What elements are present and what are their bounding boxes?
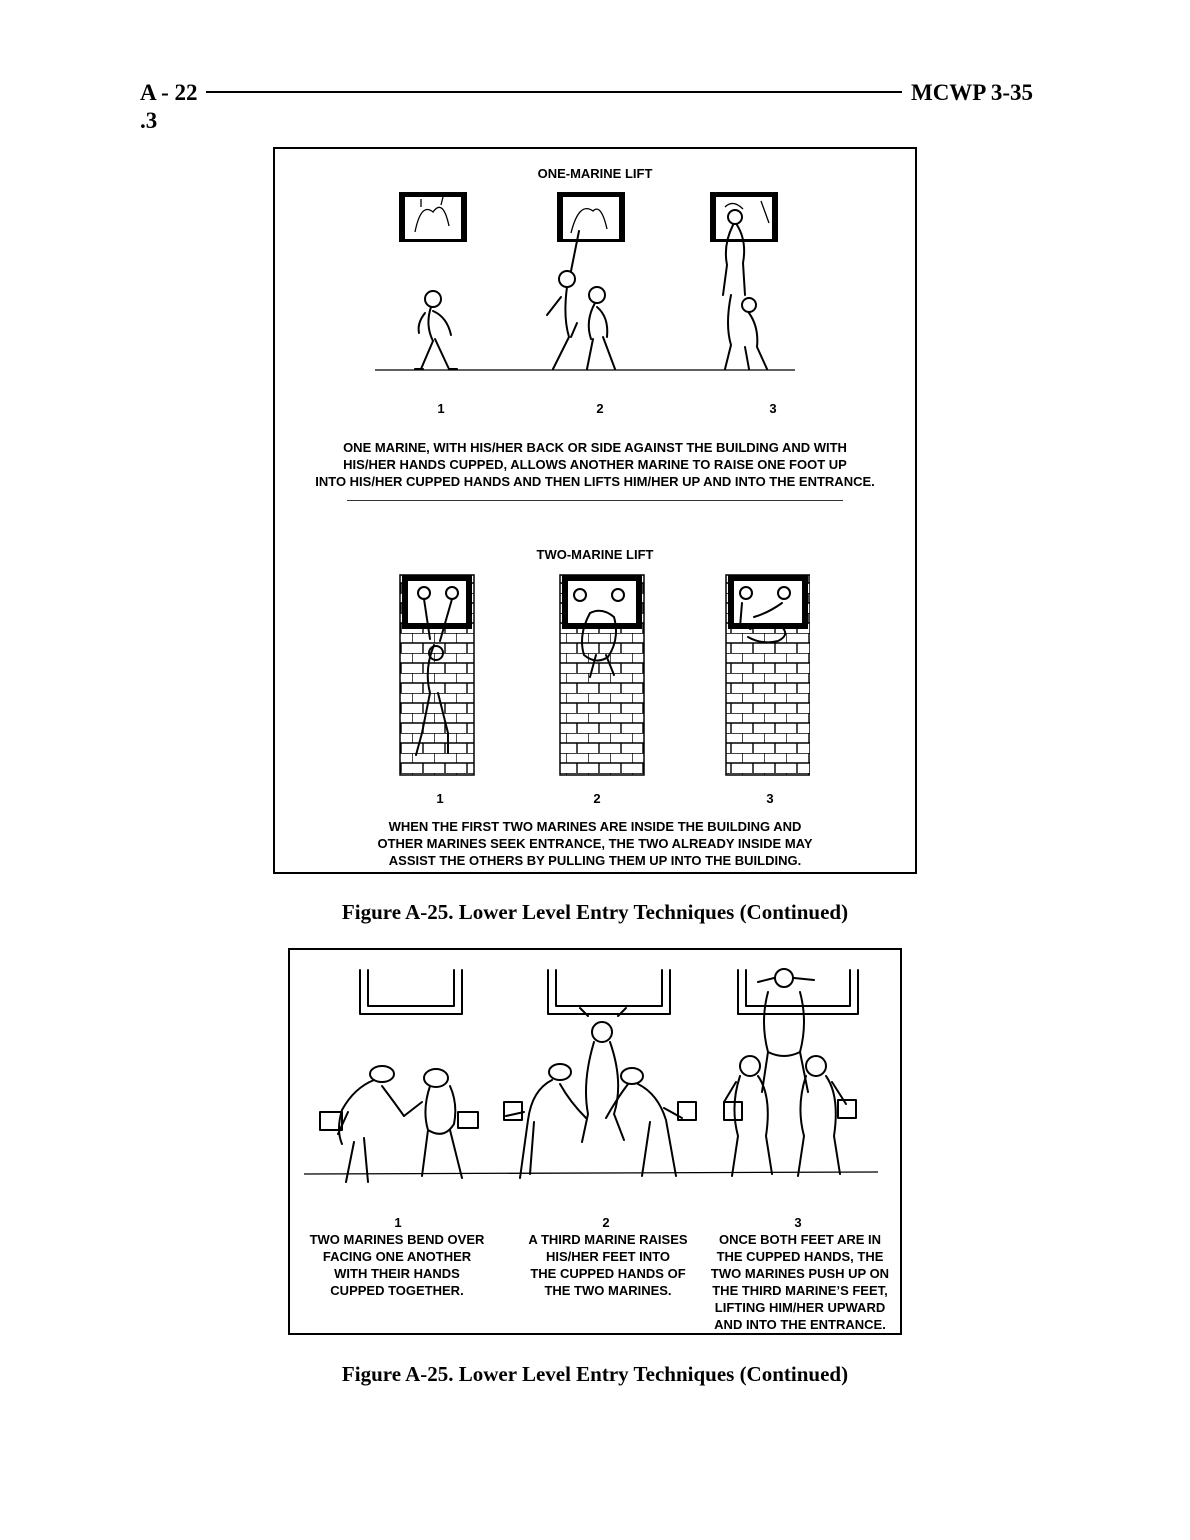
figure-two-step-3-caption	[700, 1231, 900, 1333]
section-divider	[347, 500, 843, 501]
caption-line: THE CUPPED HANDS, THE	[716, 1249, 884, 1264]
figure-two-step-3: 3	[794, 1215, 802, 1230]
marine-figure	[320, 1066, 404, 1182]
publication-id: MCWP 3-35	[910, 80, 1033, 105]
caption-line: TWO MARINES PUSH UP ON	[710, 1266, 890, 1281]
two-marine-lift-illustration	[390, 573, 810, 779]
caption-line: OTHER MARINES SEEK ENTRANCE, THE TWO ALREADY INSIDE MAY	[377, 836, 813, 851]
caption-line: FACING ONE ANOTHER	[322, 1249, 472, 1264]
two-marine-step-3: 3	[766, 791, 774, 806]
brick-wall	[560, 575, 644, 775]
three-marine-lift-illustration	[298, 962, 892, 1212]
one-marine-lift-title: ONE-MARINE LIFT	[537, 166, 653, 181]
caption-line: WHEN THE FIRST TWO MARINES ARE INSIDE THE BUILDING AND	[388, 819, 802, 834]
figure-caption: Figure A-25. Lower Level Entry Techniques (Continued)	[341, 1362, 849, 1386]
window-graphic	[548, 970, 670, 1014]
caption-line: THE CUPPED HANDS OF	[530, 1266, 686, 1281]
page-number: A - 22	[140, 80, 198, 105]
caption-line: A THIRD MARINE RAISES	[528, 1232, 688, 1247]
header-rule	[206, 91, 902, 93]
caption-line: HIS/HER FEET INTO	[546, 1249, 670, 1264]
window-graphic	[710, 192, 778, 242]
one-marine-step-2: 2	[596, 401, 604, 416]
marine-figure	[580, 1008, 626, 1142]
marine-figure	[758, 969, 814, 1092]
caption-line: WITH THEIR HANDS	[334, 1266, 460, 1281]
caption-line: THE TWO MARINES.	[544, 1283, 672, 1298]
page-number-continuation: .3	[140, 108, 158, 133]
marine-figure	[798, 1056, 856, 1176]
window-graphic	[738, 970, 858, 1014]
figure-caption: Figure A-25. Lower Level Entry Techniques (Continued)	[341, 900, 849, 924]
window-graphic	[557, 192, 625, 242]
figure-one-box	[273, 147, 917, 874]
caption-line: ONE MARINE, WITH HIS/HER BACK OR SIDE AGAINST THE BUILDING AND WITH	[343, 440, 847, 455]
figure-two-step-1-caption	[292, 1231, 502, 1299]
figure-two-step-2: 2	[602, 1215, 610, 1230]
caption-line: LIFTING HIM/HER UPWARD	[714, 1300, 886, 1315]
one-marine-lift-illustration	[365, 187, 825, 387]
caption-line: THE THIRD MARINE’S FEET,	[712, 1283, 888, 1298]
one-marine-lift-caption	[275, 439, 915, 490]
caption-line: CUPPED TOGETHER.	[330, 1283, 464, 1298]
marine-figure	[547, 231, 615, 369]
caption-line: INTO HIS/HER CUPPED HANDS AND THEN LIFTS HIM/HER UP AND INTO THE ENTRANCE.	[315, 474, 875, 489]
two-marine-lift-title: TWO-MARINE LIFT	[536, 547, 654, 562]
figure-two-box	[288, 948, 902, 1335]
window-graphic	[360, 970, 462, 1014]
marine-figure	[404, 1069, 478, 1178]
two-marine-step-1: 1	[436, 791, 444, 806]
figure-two-step-1: 1	[394, 1215, 402, 1230]
caption-line: ASSIST THE OTHERS BY PULLING THEM UP INTO THE BUILDING.	[388, 853, 802, 868]
one-marine-step-1: 1	[437, 401, 445, 416]
caption-line: ONCE BOTH FEET ARE IN	[718, 1232, 882, 1247]
caption-line: TWO MARINES BEND OVER	[309, 1232, 485, 1247]
marine-figure	[415, 291, 457, 369]
two-marine-step-2: 2	[593, 791, 601, 806]
page-header	[140, 80, 1033, 133]
caption-line: HIS/HER HANDS CUPPED, ALLOWS ANOTHER MARINE TO RAISE ONE FOOT UP	[343, 457, 847, 472]
marine-figure	[606, 1068, 696, 1176]
figure-two-step-2-caption	[504, 1231, 712, 1299]
one-marine-step-3: 3	[769, 401, 777, 416]
caption-line: AND INTO THE ENTRANCE.	[714, 1317, 886, 1332]
marine-figure	[504, 1064, 586, 1178]
brick-wall	[726, 575, 810, 775]
window-graphic	[399, 192, 467, 242]
brick-wall	[400, 575, 474, 775]
two-marine-lift-caption	[275, 818, 915, 869]
